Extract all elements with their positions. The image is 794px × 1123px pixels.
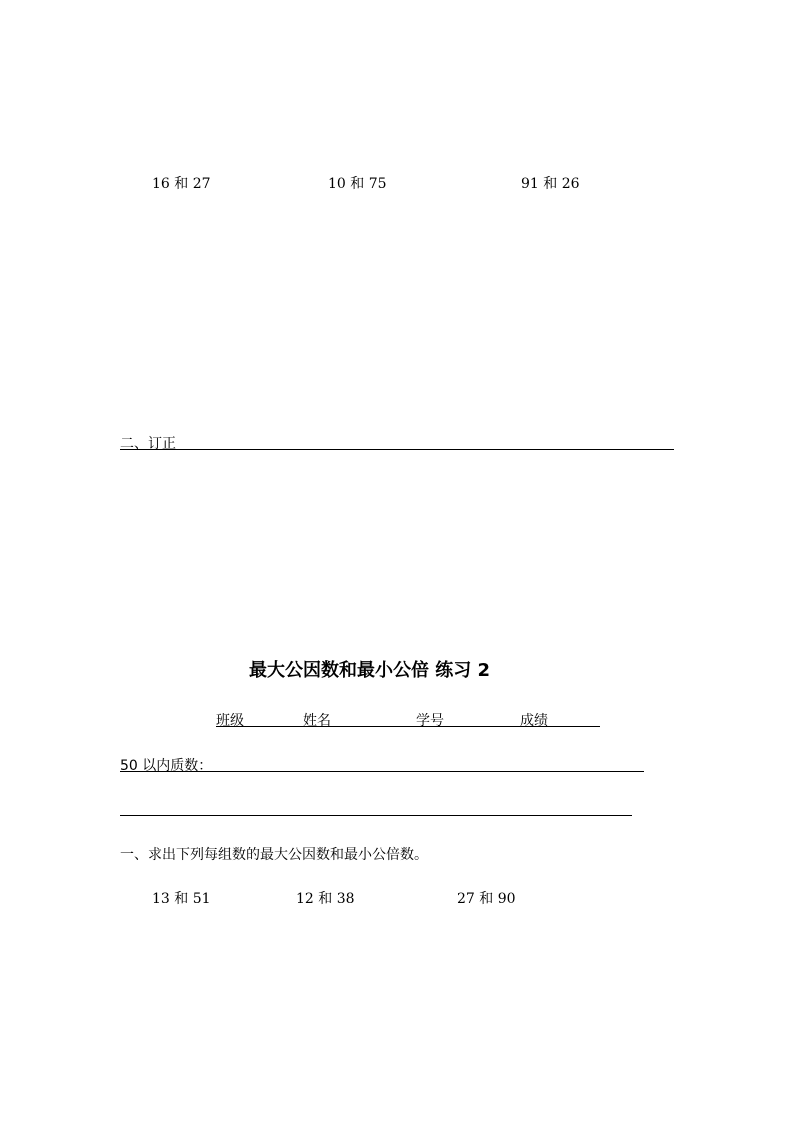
score-label: 成绩 [520, 713, 548, 729]
page-title: 最大公因数和最小公倍 练习 2 [249, 660, 491, 681]
name-label: 姓名 [303, 713, 331, 729]
primes-label: 50 以内质数： [120, 758, 213, 774]
problem-91-26: 91 和 26 [521, 176, 580, 192]
class-label: 班级 [216, 713, 244, 729]
problem-10-75: 10 和 75 [328, 176, 387, 192]
student-id-label: 学号 [416, 713, 444, 729]
correction-label: 二、订正 [120, 436, 176, 452]
question-1: 一、求出下列每组数的最大公因数和最小公倍数。 [120, 847, 428, 863]
correction-underline [120, 449, 674, 450]
primes-answer-line-1 [120, 771, 644, 772]
primes-answer-line-2 [120, 815, 632, 816]
info-underline [216, 726, 600, 727]
problem-13-51: 13 和 51 [152, 891, 211, 907]
problem-16-27: 16 和 27 [152, 176, 211, 192]
problem-12-38: 12 和 38 [296, 891, 355, 907]
problem-27-90: 27 和 90 [457, 891, 516, 907]
